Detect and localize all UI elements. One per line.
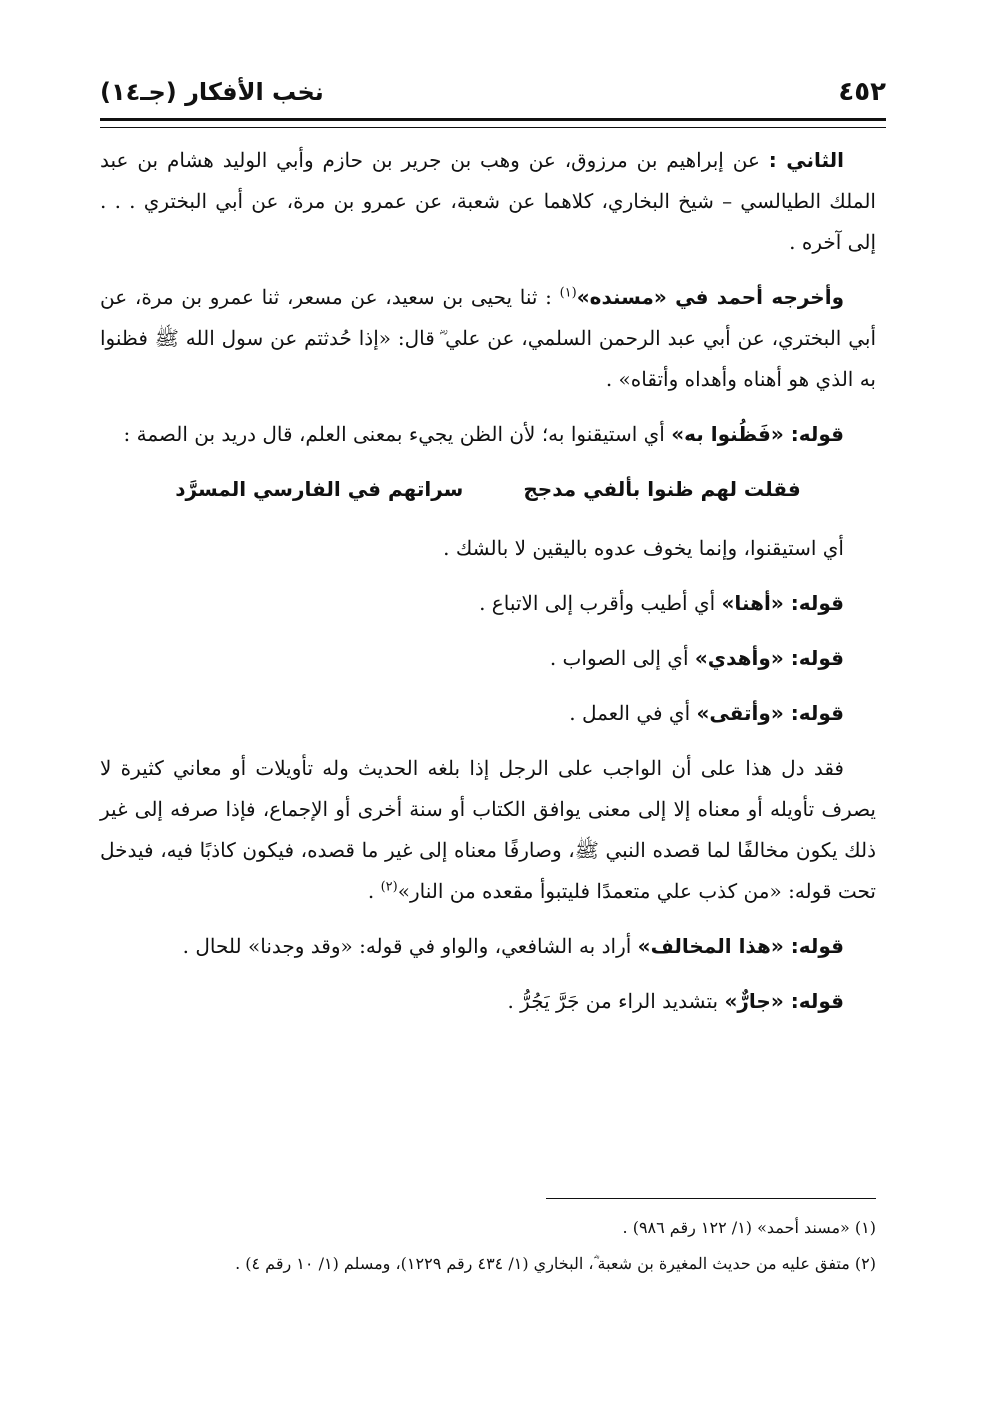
verse-second-hemistich: سراتهم في الفارسي المسرَّد	[175, 477, 464, 501]
paragraph-text: أراد به الشافعي، والواو في قوله: «وقد وجدنا» للحال .	[182, 934, 638, 958]
paragraph	[100, 277, 876, 400]
paragraph-text-end: .	[367, 879, 381, 903]
paragraph-text: : ثنا يحيى بن سعيد، عن مسعر، ثنا عمرو بن مرة، عن أبي البختري، عن أبي عبد الرحمن السلمي، عن علي ؓ قال: «إذا حُدثتم عن سول الله ﷺ فظنوا به الذي هو أهناه وأهداه وأتقاه» .	[100, 285, 876, 391]
paragraph	[100, 583, 876, 624]
page-number: ٤٥٢	[838, 77, 886, 107]
paragraph-text: أي في العمل .	[569, 701, 697, 725]
paragraph	[100, 693, 876, 734]
book-title: نخب الأفكار (جـ١٤)	[100, 78, 324, 106]
footnotes	[100, 1212, 876, 1284]
paragraph-label: قوله: «وأهدي»	[694, 646, 844, 670]
paragraph	[100, 926, 876, 967]
paragraph-label: قوله: «أهنا»	[721, 591, 844, 615]
paragraph	[100, 528, 876, 569]
paragraph-label: الثاني :	[768, 148, 844, 172]
paragraph-text: أي استيقنوا، وإنما يخوف عدوه باليقين لا بالشك .	[443, 536, 844, 560]
footnote-separator	[546, 1198, 876, 1199]
paragraph-text: أي استيقنوا به؛ لأن الظن يجيء بمعنى العلم، قال دريد بن الصمة :	[123, 422, 672, 446]
paragraph-label: قوله: «فَظُنوا به»	[671, 422, 844, 446]
paragraph	[100, 981, 876, 1022]
paragraph-text: عن إبراهيم بن مرزوق، عن وهب بن جرير بن حازم وأبي الوليد هشام بن عبد الملك الطيالسي – شيخ البخاري، كلاهما عن شعبة، عن عمرو بن مرة، عن أبي البختري . . . إلى آخره .	[100, 148, 876, 254]
header-rule	[100, 118, 886, 128]
main-text	[100, 140, 876, 1036]
footnote-ref: (١)	[559, 285, 577, 301]
paragraph	[100, 748, 876, 912]
footnote: (١) «مسند أحمد» (١/ ١٢٢ رقم ٩٨٦) .	[622, 1218, 876, 1237]
paragraph-text: أي إلى الصواب .	[549, 646, 695, 670]
footnote-ref: (٢)	[380, 879, 398, 895]
paragraph-text: فقد دل هذا على أن الواجب على الرجل إذا بلغه الحديث وله تأويلات أو معاني كثيرة لا يصرف تأويله أو معناه إلا إلى معنى يوافق الكتاب أو سنة أخرى أو الإجماع، فإذا صرفه إلى غير ذلك يكون مخالفًا لما قصده النبي ﷺ، وصارفًا معناه إلى غير ما قصده، فيكون كاذبًا فيه، فيدخل تحت قوله: «من كذب علي متعمدًا فليتبوأ مقعده من النار»	[100, 756, 876, 903]
paragraph-text: بتشديد الراء من جَرَّ يَجُرُّ .	[507, 989, 725, 1013]
poetry-verse	[100, 469, 876, 510]
paragraph-label: قوله: «وأتقى»	[696, 701, 844, 725]
paragraph-text: أي أطيب وأقرب إلى الاتباع .	[479, 591, 722, 615]
running-header	[100, 68, 886, 116]
verse-first-hemistich: فقلت لهم ظنوا بألفي مدجج	[523, 477, 801, 501]
paragraph-label: قوله: «جارٌّ»	[724, 989, 844, 1013]
paragraph	[100, 414, 876, 455]
paragraph-label: وأخرجه أحمد في «مسنده»	[576, 285, 844, 309]
paragraph-label: قوله: «هذا المخالف»	[637, 934, 844, 958]
footnote: (٢) متفق عليه من حديث المغيرة بن شعبة ؓ، البخاري (١/ ٤٣٤ رقم ١٢٢٩)، ومسلم (١/ ١٠ رقم ٤) .	[235, 1254, 876, 1273]
paragraph	[100, 638, 876, 679]
paragraph	[100, 140, 876, 263]
